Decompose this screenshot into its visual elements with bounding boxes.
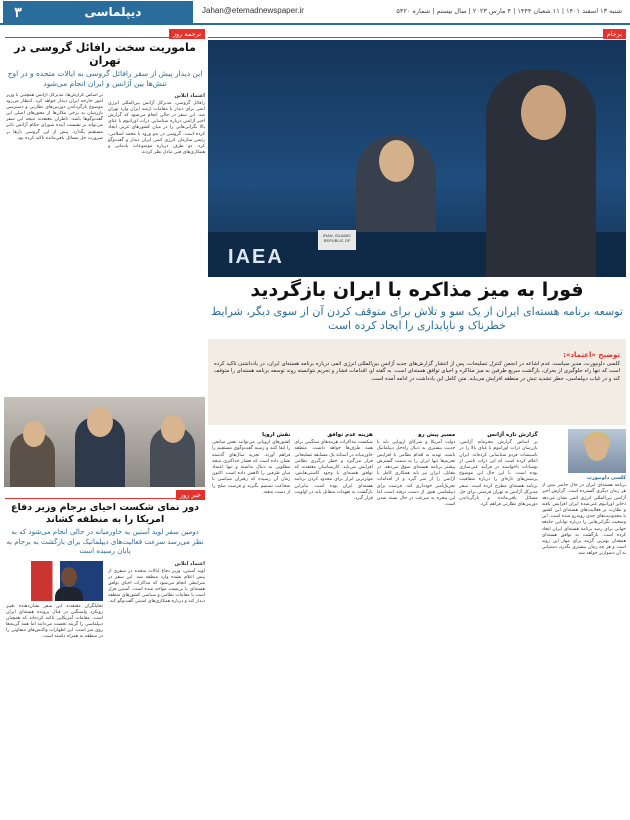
photo-face [87, 407, 113, 437]
photo-face-background [379, 140, 414, 182]
iaea-logo: IAEA [228, 246, 284, 268]
author-caption: کلسی داونپورت [586, 475, 626, 481]
masthead [0, 0, 630, 25]
main-column-3 [377, 429, 455, 819]
column-text: شکست مذاکرات هزینه‌های سنگینی برای همه طرف‌ها خواهد داشت. منطقه خاورمیانه در آستانه یک مسابقه تسلیحاتی قرار می‌گیرد و خطر درگیری نظامی افزایش می‌یابد. کارشناسان معتقدند که توافق هسته‌ای با وجود کاستی‌هایش، موثرترین ابزار برای محدود کردن برنامه هسته‌ای ایران بوده است. بنابراین بازگشت به تعهدات متقابل باید در اولویت قرار گیرد. [294, 440, 373, 502]
left-story-2-headline: دور نمای شکست احیای برجام وزیر دفاع امریکا را به منطقه کشاند [10, 502, 199, 525]
left-story-2-tag: خبر روز [176, 490, 205, 500]
main-story-tag-row [208, 29, 626, 38]
column-text: دولت آمریکا و شرکای اروپایی باید با جدیت بیشتری به دنبال راه‌حل دیپلماتیک باشند. تهدید به اقدام نظامی یا افزایش تحریم‌ها تنها ایران را به سمت گسترش بیشتر برنامه هسته‌ای سوق می‌دهد. در مقابل، ایران نیز باید همکاری کامل با آژانس را از سر گیرد و از اقدامات تحریک‌آمیز خودداری کند. فرصت برای دیپلماسی هنوز از دست نرفته است اما این پنجره به سرعت در حال بسته شدن است. [376, 440, 456, 508]
left-story-1-headline: ماموریت سخت رافائل گروسی در تهران [14, 41, 196, 67]
left-story-2-tag-row [5, 490, 205, 499]
left-story-1-column-2 [6, 93, 103, 393]
column-text: تحلیلگران معتقدند این سفر نشان‌دهنده تغییر رویکرد واشنگتن در قبال پرونده هسته‌ای ایران است. مقامات آمریکایی تاکید کرده‌اند که همچنان دیپلماسی را گزینه نخست می‌دانند اما همه گزینه‌ها روی میز است. این اظهارات واکنش‌های متفاوتی را در منطقه به همراه داشته است. [6, 603, 103, 639]
main-column-2 [459, 429, 537, 819]
photo-name-plate: IRAN, ISLAMIC REPUBLIC OF [318, 230, 356, 250]
left-story-1-subheadline: این دیدار پیش از سفر رافائل گروسی به ایالات متحده و در اوج تنش‌ها بین آژانس و ایران انجام می‌شود [7, 69, 203, 88]
page-number: ۳ [3, 1, 33, 23]
main-column-4 [294, 429, 372, 819]
date-line: شنبه ۱۳ اسفند ۱۴۰۱ | ۱۱ شعبان ۱۴۴۴ | ۴ مارس ۲۰۲۳ | سال بیستم | شماره ۵۴۲۰ [396, 7, 622, 15]
author-face [586, 435, 608, 461]
left-photo-press [4, 397, 205, 487]
left-story-2-byline: اعتماد آنلاین [174, 560, 205, 567]
left-story-2-column-1 [108, 561, 205, 801]
left-story-1-tag-row [5, 29, 205, 38]
photo-face [61, 567, 77, 587]
photo-face-foreground [521, 85, 566, 140]
photo-face [161, 415, 185, 443]
column-text: بر اساس گزارش‌ها، مدیرکل آژانس همچنین با وزیر امور خارجه ایران دیدار خواهد کرد. انتظار می‌رود موضوع بازگرداندن دوربین‌های نظارتی و دسترسی بازرسان به برخی مکان‌ها از محورهای اصلی این گفت‌وگوها باشد. ناظران معتقدند نتیجه این سفر می‌تواند بر نشست آینده شورای حکام آژانس تاثیر مستقیم بگذارد. پیش از این گروسی بارها بر ضرورت حل مسائل باقی‌مانده تاکید کرده بود. [6, 93, 103, 141]
column-text: بر اساس گزارش محرمانه آژانس، بازرسان ذرات اورانیوم با غنای بالا را در تاسیسات فردو شناسایی کرده‌اند. ایران اعلام کرده است که این ذرات ناشی از نوسانات ناخواسته در فرآیند غنی‌سازی بوده است. با این حال این موضوع پرسش‌های تازه‌ای را درباره شفافیت برنامه هسته‌ای مطرح کرده است. سفر مدیرکل آژانس به تهران فرصتی برای حل مسائل باقی‌مانده و بازگرداندن دوربین‌های نظارتی فراهم کرد. [459, 440, 538, 508]
email-address[interactable]: Jahan@etemadnewspaper.ir [202, 6, 304, 15]
lead-label: توضیح «اعتماد»: [563, 351, 620, 359]
lead-box [208, 339, 626, 425]
column-subhead: گزارش تازه آژانس [487, 432, 538, 438]
left-column [4, 29, 205, 819]
left-photo-austin [31, 561, 103, 601]
column-text: رافائل گروسی، مدیرکل آژانس بین‌المللی انرژی اتمی برای دیدار با مقامات ارشد ایران وارد تهران شد. این سفر در حالی انجام می‌شود که گزارش اخیر آژانس درباره شناسایی ذرات اورانیوم با غنای بالا نگرانی‌هایی را در میان کشورهای غربی ایجاد کرده است. گروسی در بدو ورود با محمد اسلامی، رئیس سازمان انرژی اتمی ایران دیدار و گفت‌وگو کرد. دو طرف درباره موضوعات پادمانی و همکاری‌های فنی تبادل نظر کردند. [108, 101, 205, 155]
main-subheadline: توسعه برنامه هسته‌ای ایران از یک سو و تلاش برای متوقف کردن آن از سوی دیگر، شرایط خطرناک و ناپایداری را ایجاد کرده است [211, 305, 623, 332]
left-story-1-byline: اعتماد آنلاین [174, 93, 205, 99]
main-column-5 [212, 429, 290, 819]
photo-face [23, 421, 45, 447]
column-subhead: مسیر پیش رو [418, 432, 456, 438]
author-photo [568, 429, 626, 473]
main-story [208, 29, 626, 819]
left-story-2-body [5, 561, 205, 801]
column-subhead: نقش اروپا [262, 432, 291, 438]
lead-text: کلسی داونپورت، مدیر سیاست عدم اشاعه در انجمن کنترل تسلیحات، پس از انتشار گزارش‌های جدید آژانس بین‌المللی انرژی اتمی درباره برنامه هسته‌ای ایران، در یادداشتی تاکید کرده است که تنها راه جلوگیری از بحران، بازگشت سریع طرفین به میز مذاکره و احیای توافق هسته‌ای است. به گفته او، اقدامات فشار و تحریم نتوانسته روند توسعه برنامه هسته‌ای را متوقف کند و در غیاب دیپلماسی، خطر تشدید تنش در منطقه افزایش می‌یابد. متن کامل این یادداشت در ادامه آمده است. [214, 361, 620, 382]
left-story-1-body [5, 93, 205, 393]
main-column-1 [542, 429, 626, 819]
photo-figure [55, 587, 83, 601]
left-story-2-subheadline: دومین سفر لوید آستین به خاورمیانه در حالی انجام می‌شود که به نظر می‌رسد سرعت فعالیت‌های دیپلماتیک برای بازگشت به برجام به پایان رسیده است [6, 528, 204, 555]
column-subhead: هزینه عدم توافق [327, 432, 373, 438]
main-headline: فورا به میز مذاکره با ایران بازگردید [250, 279, 584, 301]
left-story-1-tag: ترجمه روز [169, 29, 205, 39]
main-story-tag: برجام [603, 29, 626, 39]
main-photo [208, 40, 626, 277]
column-text: برنامه هسته‌ای ایران در حال حاضر بیش از هر زمان دیگری گسترده است. گزارش اخیر آژانس بین‌المللی انرژی اتمی نشان می‌دهد ذخایر اورانیوم غنی‌شده ایران افزایش یافته و نظارت بر فعالیت‌های هسته‌ای این کشور با محدودیت‌های جدی روبه‌رو شده است. این وضعیت نگرانی‌هایی را درباره توانایی جامعه جهانی برای رصد برنامه هسته‌ای ایران ایجاد کرده است. بازگشت به توافق هسته‌ای همچنان بهترین گزینه برای مهار این روند است و هر چه زمان بیشتری بگذرد، دستیابی به آن دشوارتر خواهد شد. [541, 483, 626, 557]
column-text: لوید آستین، وزیر دفاع ایالات متحده در سفری از پیش اعلام نشده وارد منطقه شد. این سفر در شرایطی انجام می‌شود که مذاکرات احیای توافق هسته‌ای با بن‌بست مواجه شده است. آستین قرار است با مقامات نظامی و سیاسی کشورهای منطقه دیدار کند و درباره همکاری‌های امنیتی گفت‌وگو کند. [108, 568, 205, 605]
main-story-columns [208, 429, 626, 819]
left-story-1-column-1 [108, 93, 205, 393]
column-text: کشورهای اروپایی می‌توانند نقش میانجی را ایفا کنند و زمینه گفت‌وگوی مستقیم را فراهم آورند. تجربه سال‌های گذشته نشان داده است که فشار حداکثری نتیجه مطلوبی به دنبال نداشته و تنها اعتماد میان طرفین را کاهش داده است. اکنون زمان آن رسیده که رهبران سیاسی با شجاعت تصمیم بگیرند و فرصت صلح را از دست ندهند. [212, 440, 291, 495]
left-story-2-column-2 [6, 561, 103, 801]
section-title: دیپلماسی [33, 1, 193, 23]
